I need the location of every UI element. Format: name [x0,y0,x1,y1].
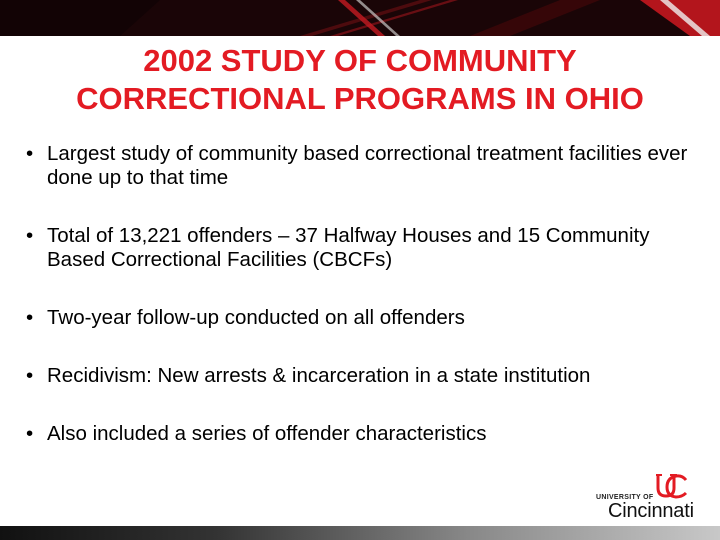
bottom-gradient-bar [0,526,720,540]
bullet-dot-icon: • [26,422,34,445]
bullet-text: Total of 13,221 offenders – 37 Halfway Houses and 15 Community Based Correctional Facilities (CBCFs) [47,224,650,271]
bullet-item [24,224,694,272]
logo-cincinnati-text: Cincinnati [608,500,694,522]
slide-title [0,42,720,118]
bullet-dot-icon: • [26,224,34,247]
bullet-dot-icon: • [26,142,34,165]
bullet-dot-icon: • [26,306,34,329]
logo-university-of-text: UNIVERSITY OF [596,494,654,501]
bullet-item [24,364,694,388]
bullet-item [24,306,694,330]
bullet-text: Recidivism: New arrests & incarceration in a state institution [47,364,591,387]
bullet-text: Largest study of community based correctional treatment facilities ever done up to that time [47,142,688,189]
bullet-text: Two-year follow-up conducted on all offenders [47,306,465,329]
bullet-text: Also included a series of offender characteristics [47,422,487,445]
slide-title-line-1: 2002 STUDY OF COMMUNITY [143,43,577,78]
uc-monogram-icon [654,472,690,500]
bullet-item [24,422,694,446]
university-logo [596,472,706,524]
bullet-item [24,142,694,190]
bullet-list [24,142,694,480]
bullet-dot-icon: • [26,364,34,387]
top-banner [0,0,720,36]
banner-stripes-decoration [0,0,720,36]
slide-title-line-2: CORRECTIONAL PROGRAMS IN OHIO [76,81,644,116]
